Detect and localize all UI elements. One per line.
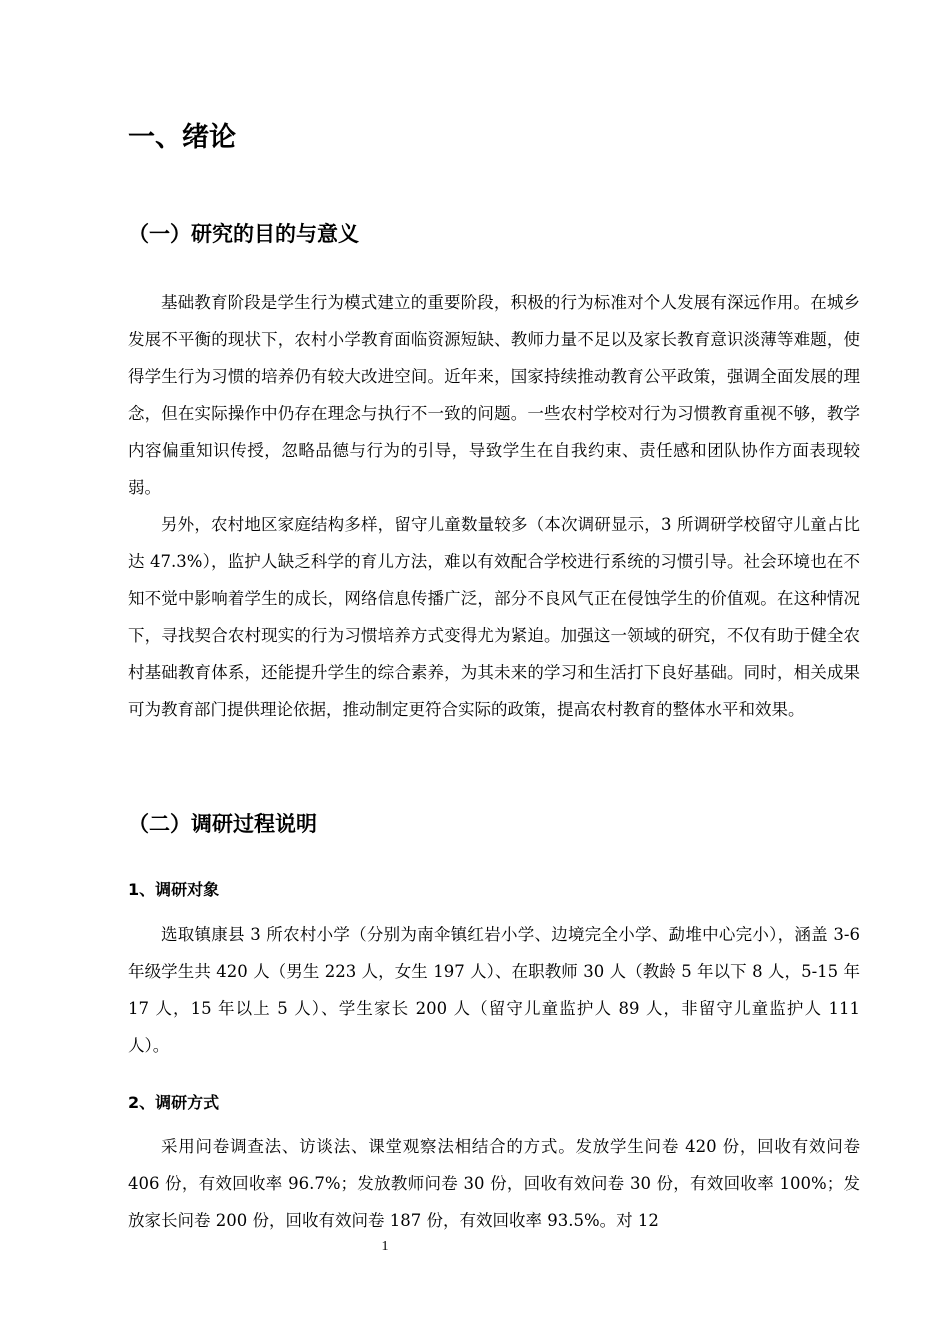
section-heading-process: （二）调研过程说明 [128,812,317,836]
paragraph-subjects: 选取镇康县 3 所农村小学（分别为南伞镇红岩小学、边境完全小学、勐堆中心完小），涵盖 3-6 年级学生共 420 人（男生 223 人，女生 197 人）、在职教师 30 人（教龄 5 年以下 8 人，5-15 年 17 人，15 年以上 5 人）、学生家长 200 人（留守儿童监护人 89 人，非留守儿童监护人 111 人）。 [128,925,860,1055]
section-heading-purpose: （一）研究的目的与意义 [128,222,359,246]
paragraph-purpose-2: 另外，农村地区家庭结构多样，留守儿童数量较多（本次调研显示，3 所调研学校留守儿童占比达 47.3%），监护人缺乏科学的育儿方法，难以有效配合学校进行系统的习惯引导。社会环境也在不知不觉中影响着学生的成长，网络信息传播广泛，部分不良风气正在侵蚀学生的价值观。在这种情况下，寻找契合农村现实的行为习惯培养方式变得尤为紧迫。加强这一领域的研究，不仅有助于健全农村基础教育体系，还能提升学生的综合素养，为其未来的学习和生活打下良好基础。同时，相关成果可为教育部门提供理论依据，推动制定更符合实际的政策，提高农村教育的整体水平和效果。 [128,515,860,719]
subheading-subjects: 1、调研对象 [128,880,220,899]
subheading-methods: 2、调研方式 [128,1093,220,1112]
paragraph-methods: 采用问卷调查法、访谈法、课堂观察法相结合的方式。发放学生问卷 420 份，回收有效问卷 406 份，有效回收率 96.7%；发放教师问卷 30 份，回收有效问卷 30 份，有效回收率 100%；发放家长问卷 200 份，回收有效问卷 187 份，有效回收率 93.5%。对 12 [128,1137,860,1230]
paragraph-purpose-1: 基础教育阶段是学生行为模式建立的重要阶段，积极的行为标准对个人发展有深远作用。在城乡发展不平衡的现状下，农村小学教育面临资源短缺、教师力量不足以及家长教育意识淡薄等难题，使得学生行为习惯的培养仍有较大改进空间。近年来，国家持续推动教育公平政策，强调全面发展的理念，但在实际操作中仍存在理念与执行不一致的问题。一些农村学校对行为习惯教育重视不够，教学内容偏重知识传授，忽略品德与行为的引导，导致学生在自我约束、责任感和团队协作方面表现较弱。 [128,293,860,497]
chapter-title: 一、绪论 [128,122,236,153]
page-number: 1 [381,1239,389,1254]
